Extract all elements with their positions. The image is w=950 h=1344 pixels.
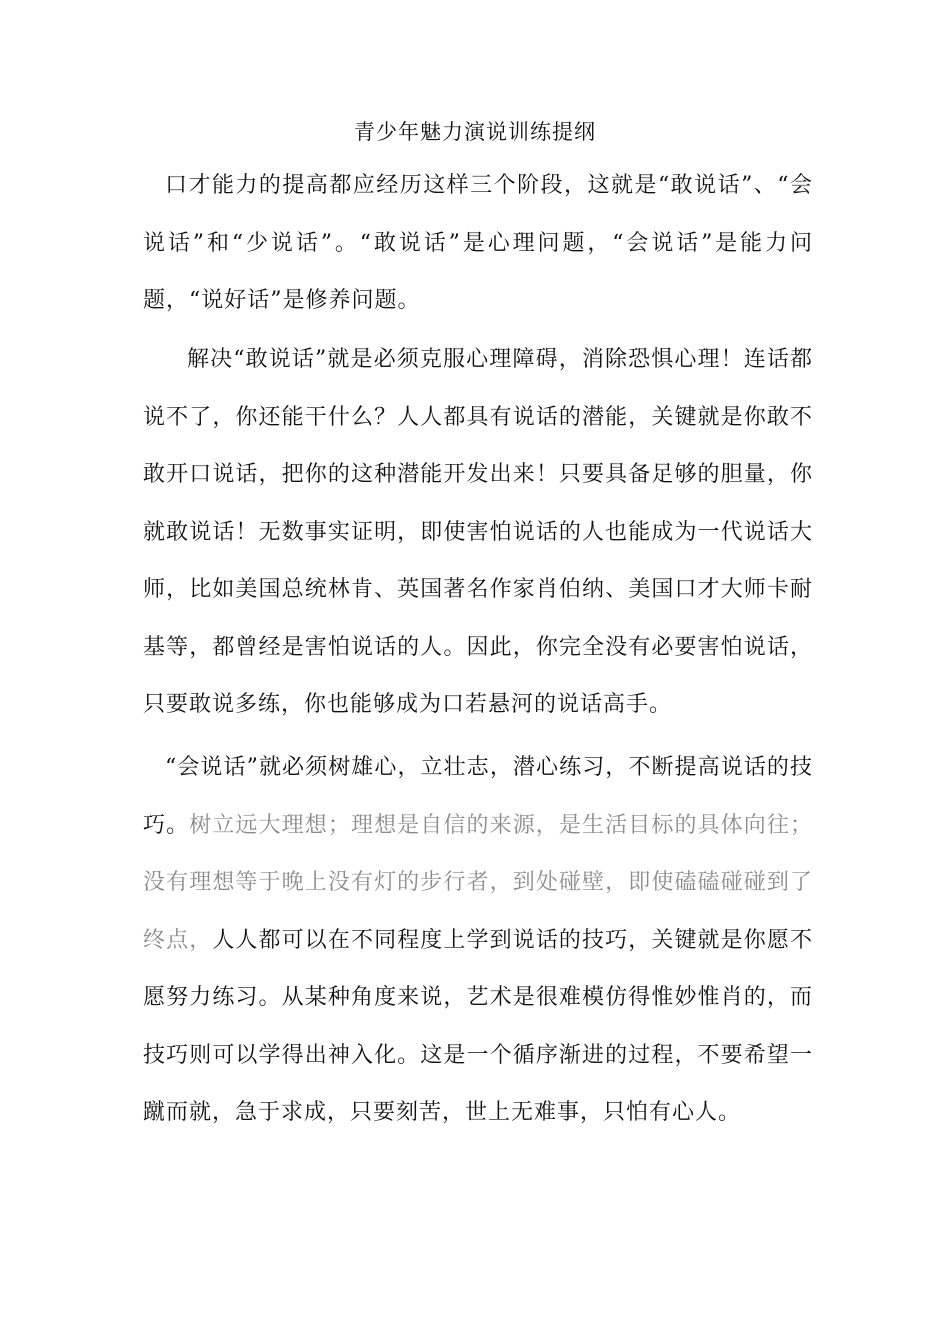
paragraph-can-speak <box>143 739 813 1142</box>
paragraph-can-speak-part1: “会说话”就必须树雄心，立壮志，潜心练习，不断提高说话的技巧。 <box>143 755 813 838</box>
document-title: 青少年魅力演说训练提纲 <box>354 120 596 144</box>
paragraph-dare-to-speak: 解决“敢说话”就是必须克服心理障碍，消除恐惧心理！连话都说不了，你还能干什么？人人都具有说话的潜能，关键就是你敢不敢开口说话，把你的这种潜能开发出来！只要具备足够的胆量，你就敢说话！无数事实证明，即使害怕说话的人也能成为一代说话大师，比如美国总统林肯、英国著名作家肖伯纳、美国口才大师卡耐基等，都曾经是害怕说话的人。因此，你完全没有必要害怕说话，只要敢说多练，你也能够成为口若悬河的说话高手。 <box>143 347 813 717</box>
paragraph-stages: 口才能力的提高都应经历这样三个阶段，这就是“敢说话”、“会说话”和“少说话”。“敢说话”是心理问题，“会说话”是能力问题，“说好话”是修养问题。 <box>143 173 813 313</box>
paragraph-can-speak-gray-text: 树立远大理想；理想是自信的来源，是生活目标的具体向往；没有理想等于晚上没有灯的步行者，到处碰壁，即使磕磕碰碰到了终点， <box>143 812 813 953</box>
paragraph-can-speak-part3: 人人都可以在不同程度上学到说话的技巧，关键就是你愿不愿努力练习。从某种角度来说，艺术是很难模仿得惟妙惟肖的，而技巧则可以学得出神入化。这是一个循序渐进的过程，不要希望一蹴而就，急于求成，只要刻苦，世上无难事，只怕有心人。 <box>143 927 813 1125</box>
